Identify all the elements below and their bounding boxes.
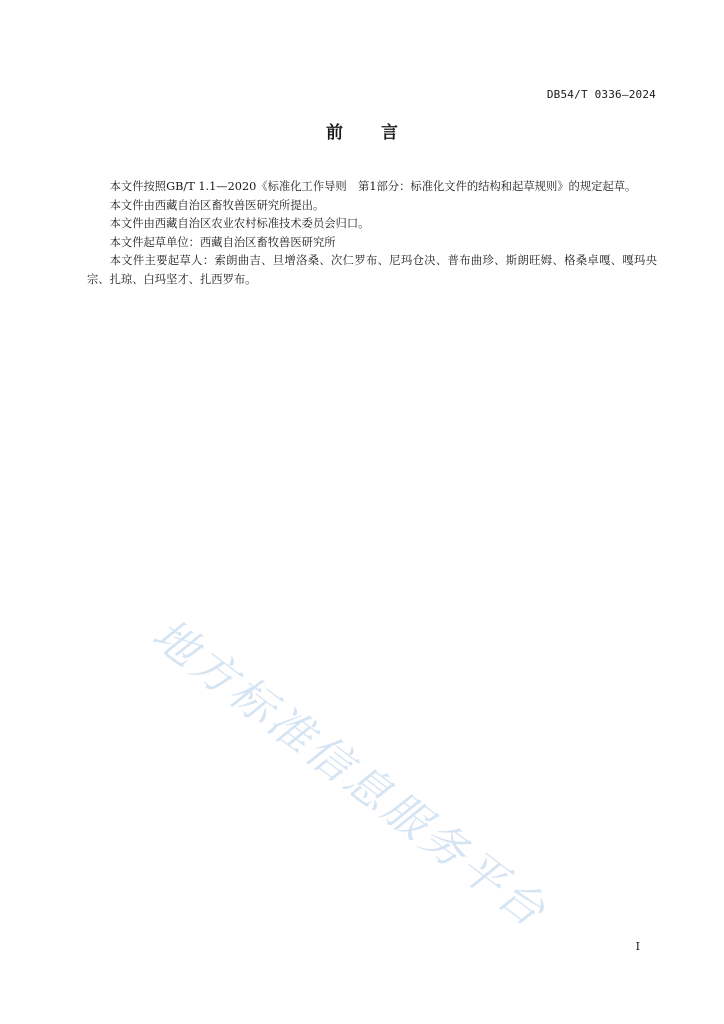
foreword-body: [87, 178, 657, 289]
page-title: [0, 118, 724, 143]
paragraph-drafters: 本文件主要起草人：索朗曲吉、旦增洛桑、次仁罗布、尼玛仓决、普布曲珍、斯朗旺姆、格桑卓嘎、嘎玛央宗、扎琼、白玛坚才、扎西罗布。: [87, 254, 657, 286]
page-title-char-2: 言: [381, 123, 398, 143]
watermark: 地方标准信息服务平台: [142, 608, 557, 939]
page-title-char-1: 前: [326, 123, 343, 143]
paragraph-proposer: 本文件由西藏自治区畜牧兽医研究所提出。: [109, 198, 325, 212]
standard-code: DB54/T 0336—2024: [546, 88, 656, 101]
page-number: I: [635, 940, 640, 953]
paragraph-centralized-management: 本文件由西藏自治区农业农村标准技术委员会归口。: [109, 217, 370, 230]
paragraph-drafting-unit: 本文件起草单位：西藏自治区畜牧兽医研究所: [109, 235, 336, 249]
paragraph-drafting-basis: 本文件按照GB/T 1.1—2020《标准化工作导则 第1部分：标准化文件的结构和起草规则》的规定起草。: [109, 180, 637, 193]
